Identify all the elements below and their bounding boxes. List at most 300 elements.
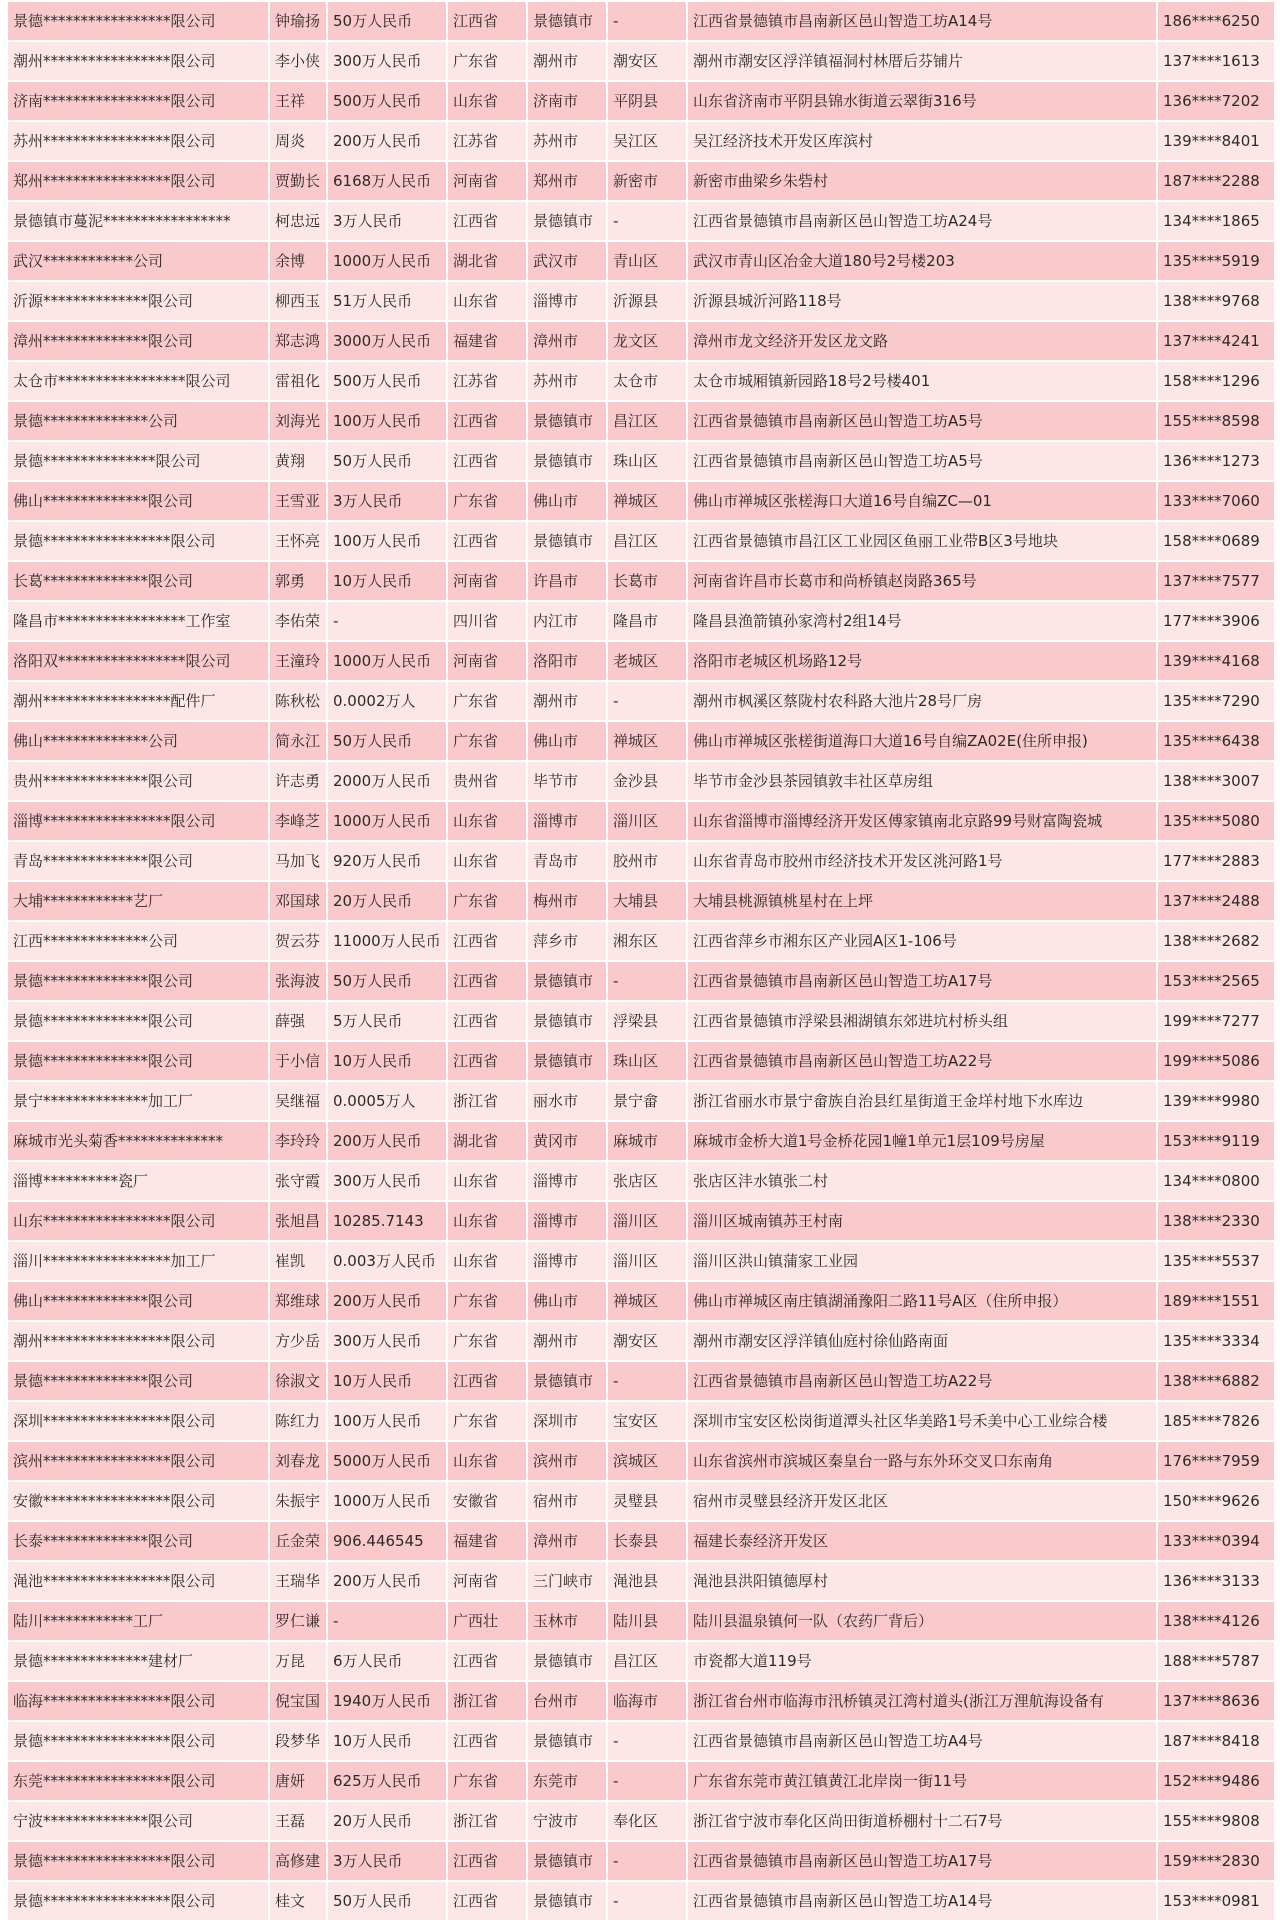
capital-cell: 20万人民币 [327,1801,447,1841]
city-cell: 漳州市 [527,1521,607,1561]
contact-cell: 王潼玲 [269,641,327,681]
contact-cell: 王磊 [269,1801,327,1841]
district-cell: 昌江区 [607,401,687,441]
province-cell: 江西省 [447,1641,527,1681]
district-cell: 沂源县 [607,281,687,321]
city-cell: 丽水市 [527,1081,607,1121]
capital-cell: 5万人民币 [327,1001,447,1041]
address-cell: 佛山市禅城区张槎街道海口大道16号自编ZA02E(住所申报) [687,721,1157,761]
address-cell: 隆昌县渔箭镇孙家湾村2组14号 [687,601,1157,641]
table-row [7,681,1275,721]
company-cell: 景德*****************限公司 [7,1881,269,1921]
district-cell: 胶州市 [607,841,687,881]
capital-cell: 625万人民币 [327,1761,447,1801]
table-row [7,1201,1275,1241]
district-cell: 长泰县 [607,1521,687,1561]
company-cell: 深圳*****************限公司 [7,1401,269,1441]
address-cell: 漳州市龙文经济开发区龙文路 [687,321,1157,361]
city-cell: 潮州市 [527,41,607,81]
capital-cell: 300万人民币 [327,41,447,81]
address-cell: 江西省景德镇市昌南新区邑山智造工坊A14号 [687,1881,1157,1921]
phone-cell: 138****4126 [1157,1601,1275,1641]
capital-cell: 2000万人民币 [327,761,447,801]
address-cell: 江西省景德镇市昌南新区邑山智造工坊A22号 [687,1361,1157,1401]
company-cell: 景德*****************限公司 [7,1,269,41]
phone-cell: 137****1613 [1157,41,1275,81]
province-cell: 江西省 [447,401,527,441]
table-row [7,361,1275,401]
address-cell: 张店区沣水镇张二村 [687,1161,1157,1201]
contact-cell: 马加飞 [269,841,327,881]
capital-cell: 3万人民币 [327,201,447,241]
city-cell: 潮州市 [527,681,607,721]
capital-cell: 10万人民币 [327,1361,447,1401]
address-cell: 潮州市枫溪区蔡陇村农科路大池片28号厂房 [687,681,1157,721]
company-cell: 江西**************公司 [7,921,269,961]
contact-cell: 罗仁谦 [269,1601,327,1641]
province-cell: 江苏省 [447,121,527,161]
address-cell: 江西省景德镇市浮梁县湘湖镇东郊进坑村桥头组 [687,1001,1157,1041]
address-cell: 江西省景德镇市昌南新区邑山智造工坊A22号 [687,1041,1157,1081]
district-cell: 青山区 [607,241,687,281]
district-cell: 金沙县 [607,761,687,801]
district-cell: 浮梁县 [607,1001,687,1041]
province-cell: 广东省 [447,681,527,721]
table-row [7,121,1275,161]
district-cell: 陆川县 [607,1601,687,1641]
province-cell: 广东省 [447,1321,527,1361]
province-cell: 福建省 [447,1521,527,1561]
contact-cell: 李小侠 [269,41,327,81]
city-cell: 景德镇市 [527,441,607,481]
capital-cell: 300万人民币 [327,1321,447,1361]
address-cell: 洛阳市老城区机场路12号 [687,641,1157,681]
table-body [7,1,1275,1921]
capital-cell: 50万人民币 [327,721,447,761]
table-row [7,1,1275,41]
district-cell: 淄川区 [607,1241,687,1281]
table-row [7,961,1275,1001]
table-row [7,1441,1275,1481]
capital-cell: 300万人民币 [327,1161,447,1201]
city-cell: 景德镇市 [527,201,607,241]
phone-cell: 135****5080 [1157,801,1275,841]
company-cell: 渑池*****************限公司 [7,1561,269,1601]
province-cell: 山东省 [447,81,527,121]
district-cell: 禅城区 [607,1281,687,1321]
table-row [7,1161,1275,1201]
table-row [7,81,1275,121]
city-cell: 景德镇市 [527,961,607,1001]
address-cell: 吴江经济技术开发区库滨村 [687,121,1157,161]
district-cell: 老城区 [607,641,687,681]
district-cell: 珠山区 [607,1041,687,1081]
company-cell: 景德**************限公司 [7,1041,269,1081]
table-row [7,1401,1275,1441]
capital-cell: 1000万人民币 [327,801,447,841]
address-cell: 毕节市金沙县茶园镇敦丰社区草房组 [687,761,1157,801]
province-cell: 贵州省 [447,761,527,801]
district-cell: - [607,1841,687,1881]
phone-cell: 158****1296 [1157,361,1275,401]
capital-cell: 200万人民币 [327,1561,447,1601]
address-cell: 太仓市城厢镇新园路18号2号楼401 [687,361,1157,401]
company-cell: 潮州*****************配件厂 [7,681,269,721]
capital-cell: 0.0005万人 [327,1081,447,1121]
capital-cell: 51万人民币 [327,281,447,321]
phone-cell: 158****0689 [1157,521,1275,561]
address-cell: 山东省滨州市滨城区秦皇台一路与东外环交叉口东南角 [687,1441,1157,1481]
company-cell: 景德*****************限公司 [7,521,269,561]
district-cell: 太仓市 [607,361,687,401]
province-cell: 江西省 [447,1001,527,1041]
contact-cell: 雷祖化 [269,361,327,401]
contact-cell: 王怀亮 [269,521,327,561]
phone-cell: 177****3906 [1157,601,1275,641]
contact-cell: 崔凯 [269,1241,327,1281]
table-row [7,881,1275,921]
table-row [7,161,1275,201]
city-cell: 淄博市 [527,1241,607,1281]
contact-cell: 李峰芝 [269,801,327,841]
district-cell: 长葛市 [607,561,687,601]
capital-cell: - [327,601,447,641]
address-cell: 潮州市潮安区浮洋镇福洞村林厝后芬铺片 [687,41,1157,81]
company-cell: 宁波**************限公司 [7,1801,269,1841]
city-cell: 淄博市 [527,1161,607,1201]
company-cell: 郑州*****************限公司 [7,161,269,201]
contact-cell: 薛强 [269,1001,327,1041]
phone-cell: 187****2288 [1157,161,1275,201]
company-cell: 陆川************工厂 [7,1601,269,1641]
capital-cell: 1000万人民币 [327,1481,447,1521]
company-cell: 潮州*****************限公司 [7,41,269,81]
province-cell: 江西省 [447,441,527,481]
company-cell: 景德**************限公司 [7,1001,269,1041]
table-row [7,721,1275,761]
district-cell: 景宁畲 [607,1081,687,1121]
company-cell: 贵州**************限公司 [7,761,269,801]
phone-cell: 135****6438 [1157,721,1275,761]
address-cell: 浙江省丽水市景宁畲族自治县红星街道王金垟村地下水库边 [687,1081,1157,1121]
phone-cell: 155****8598 [1157,401,1275,441]
table-row [7,1521,1275,1561]
province-cell: 山东省 [447,1161,527,1201]
address-cell: 渑池县洪阳镇德厚村 [687,1561,1157,1601]
company-cell: 麻城市光头菊香************** [7,1121,269,1161]
address-cell: 佛山市禅城区南庄镇湖涌豫阳二路11号A区（住所申报） [687,1281,1157,1321]
company-cell: 景德**************建材厂 [7,1641,269,1681]
company-table [6,0,1276,1922]
phone-cell: 136****7202 [1157,81,1275,121]
province-cell: 广东省 [447,721,527,761]
address-cell: 浙江省台州市临海市汛桥镇灵江湾村道头(浙江万浬航海设备有 [687,1681,1157,1721]
province-cell: 江西省 [447,921,527,961]
capital-cell: 10万人民币 [327,1721,447,1761]
contact-cell: 余博 [269,241,327,281]
company-cell: 洛阳双*****************限公司 [7,641,269,681]
phone-cell: 153****2565 [1157,961,1275,1001]
table-row [7,561,1275,601]
address-cell: 河南省许昌市长葛市和尚桥镇赵岗路365号 [687,561,1157,601]
phone-cell: 133****7060 [1157,481,1275,521]
province-cell: 江西省 [447,1881,527,1921]
city-cell: 毕节市 [527,761,607,801]
district-cell: - [607,681,687,721]
contact-cell: 陈秋松 [269,681,327,721]
capital-cell: - [327,1601,447,1641]
district-cell: 湘东区 [607,921,687,961]
city-cell: 漳州市 [527,321,607,361]
company-cell: 武汉************公司 [7,241,269,281]
phone-cell: 199****5086 [1157,1041,1275,1081]
table-row [7,1281,1275,1321]
address-cell: 麻城市金桥大道1号金桥花园1幢1单元1层109号房屋 [687,1121,1157,1161]
city-cell: 景德镇市 [527,401,607,441]
province-cell: 山东省 [447,1241,527,1281]
province-cell: 江西省 [447,521,527,561]
contact-cell: 于小信 [269,1041,327,1081]
province-cell: 江西省 [447,1041,527,1081]
capital-cell: 50万人民币 [327,1,447,41]
province-cell: 广西壮 [447,1601,527,1641]
province-cell: 河南省 [447,561,527,601]
city-cell: 黄冈市 [527,1121,607,1161]
city-cell: 苏州市 [527,121,607,161]
city-cell: 梅州市 [527,881,607,921]
company-cell: 漳州**************限公司 [7,321,269,361]
table-row [7,1881,1275,1921]
district-cell: 珠山区 [607,441,687,481]
city-cell: 三门峡市 [527,1561,607,1601]
capital-cell: 10万人民币 [327,561,447,601]
capital-cell: 1000万人民币 [327,641,447,681]
district-cell: 潮安区 [607,1321,687,1361]
phone-cell: 136****3133 [1157,1561,1275,1601]
company-cell: 景德***************限公司 [7,441,269,481]
company-cell: 长泰**************限公司 [7,1521,269,1561]
contact-cell: 王瑞华 [269,1561,327,1601]
address-cell: 沂源县城沂河路118号 [687,281,1157,321]
city-cell: 佛山市 [527,1281,607,1321]
district-cell: 新密市 [607,161,687,201]
district-cell: 淄川区 [607,1201,687,1241]
district-cell: 宝安区 [607,1401,687,1441]
province-cell: 广东省 [447,1761,527,1801]
capital-cell: 0.0002万人 [327,681,447,721]
company-cell: 景德**************限公司 [7,961,269,1001]
city-cell: 景德镇市 [527,1841,607,1881]
district-cell: 潮安区 [607,41,687,81]
capital-cell: 50万人民币 [327,1881,447,1921]
contact-cell: 郑志鸿 [269,321,327,361]
capital-cell: 100万人民币 [327,1401,447,1441]
district-cell: 禅城区 [607,481,687,521]
phone-cell: 135****3334 [1157,1321,1275,1361]
capital-cell: 500万人民币 [327,361,447,401]
phone-cell: 135****5537 [1157,1241,1275,1281]
phone-cell: 185****7826 [1157,1401,1275,1441]
contact-cell: 王祥 [269,81,327,121]
phone-cell: 186****6250 [1157,1,1275,41]
city-cell: 潮州市 [527,1321,607,1361]
capital-cell: 1000万人民币 [327,241,447,281]
city-cell: 东莞市 [527,1761,607,1801]
contact-cell: 高修建 [269,1841,327,1881]
city-cell: 洛阳市 [527,641,607,681]
contact-cell: 丘金荣 [269,1521,327,1561]
address-cell: 江西省景德镇市昌南新区邑山智造工坊A4号 [687,1721,1157,1761]
city-cell: 滨州市 [527,1441,607,1481]
city-cell: 景德镇市 [527,1361,607,1401]
city-cell: 宿州市 [527,1481,607,1521]
company-cell: 景德**************限公司 [7,1361,269,1401]
capital-cell: 50万人民币 [327,441,447,481]
province-cell: 湖北省 [447,1121,527,1161]
phone-cell: 139****8401 [1157,121,1275,161]
company-cell: 佛山**************公司 [7,721,269,761]
phone-cell: 150****9626 [1157,1481,1275,1521]
table-row [7,281,1275,321]
capital-cell: 920万人民币 [327,841,447,881]
district-cell: 渑池县 [607,1561,687,1601]
contact-cell: 万昆 [269,1641,327,1681]
contact-cell: 张守霞 [269,1161,327,1201]
province-cell: 浙江省 [447,1801,527,1841]
table-row [7,761,1275,801]
district-cell: 麻城市 [607,1121,687,1161]
contact-cell: 张海波 [269,961,327,1001]
province-cell: 山东省 [447,281,527,321]
district-cell: - [607,1361,687,1401]
capital-cell: 50万人民币 [327,961,447,1001]
province-cell: 江西省 [447,1721,527,1761]
address-cell: 福建长泰经济开发区 [687,1521,1157,1561]
capital-cell: 10万人民币 [327,1041,447,1081]
address-cell: 广东省东莞市黄江镇黄江北岸岗一街11号 [687,1761,1157,1801]
contact-cell: 邓国球 [269,881,327,921]
address-cell: 大埔县桃源镇桃星村在上坪 [687,881,1157,921]
district-cell: 大埔县 [607,881,687,921]
table-row [7,241,1275,281]
contact-cell: 周炎 [269,121,327,161]
company-cell: 佛山**************限公司 [7,481,269,521]
address-cell: 江西省景德镇市昌南新区邑山智造工坊A24号 [687,201,1157,241]
district-cell: 昌江区 [607,521,687,561]
district-cell: - [607,201,687,241]
table-row [7,1041,1275,1081]
address-cell: 宿州市灵璧县经济开发区北区 [687,1481,1157,1521]
capital-cell: 100万人民币 [327,401,447,441]
contact-cell: 陈红力 [269,1401,327,1441]
province-cell: 河南省 [447,161,527,201]
city-cell: 淄博市 [527,281,607,321]
phone-cell: 137****7577 [1157,561,1275,601]
phone-cell: 138****3007 [1157,761,1275,801]
phone-cell: 137****4241 [1157,321,1275,361]
company-cell: 淄博*****************限公司 [7,801,269,841]
contact-cell: 郭勇 [269,561,327,601]
address-cell: 淄川区洪山镇蒲家工业园 [687,1241,1157,1281]
capital-cell: 3万人民币 [327,481,447,521]
contact-cell: 刘海光 [269,401,327,441]
district-cell: 奉化区 [607,1801,687,1841]
contact-cell: 倪宝国 [269,1681,327,1721]
company-cell: 临海*****************限公司 [7,1681,269,1721]
address-cell: 山东省青岛市胶州市经济技术开发区洮河路1号 [687,841,1157,881]
city-cell: 景德镇市 [527,1,607,41]
table-row [7,1361,1275,1401]
address-cell: 江西省景德镇市昌江区工业园区鱼丽工业带B区3号地块 [687,521,1157,561]
province-cell: 福建省 [447,321,527,361]
city-cell: 宁波市 [527,1801,607,1841]
phone-cell: 153****0981 [1157,1881,1275,1921]
company-cell: 太仓市*****************限公司 [7,361,269,401]
company-cell: 大埔************艺厂 [7,881,269,921]
table-row [7,1321,1275,1361]
city-cell: 景德镇市 [527,1641,607,1681]
phone-cell: 137****2488 [1157,881,1275,921]
address-cell: 江西省景德镇市昌南新区邑山智造工坊A14号 [687,1,1157,41]
district-cell: 灵璧县 [607,1481,687,1521]
province-cell: 江西省 [447,1841,527,1881]
capital-cell: 200万人民币 [327,1121,447,1161]
capital-cell: 3000万人民币 [327,321,447,361]
province-cell: 江西省 [447,201,527,241]
district-cell: 禅城区 [607,721,687,761]
table-row [7,921,1275,961]
contact-cell: 李玲玲 [269,1121,327,1161]
province-cell: 广东省 [447,881,527,921]
city-cell: 玉林市 [527,1601,607,1641]
city-cell: 台州市 [527,1681,607,1721]
capital-cell: 100万人民币 [327,521,447,561]
capital-cell: 6168万人民币 [327,161,447,201]
phone-cell: 136****1273 [1157,441,1275,481]
province-cell: 浙江省 [447,1081,527,1121]
address-cell: 江西省景德镇市昌南新区邑山智造工坊A5号 [687,401,1157,441]
address-cell: 深圳市宝安区松岗街道潭头社区华美路1号禾美中心工业综合楼 [687,1401,1157,1441]
table-row [7,1561,1275,1601]
province-cell: 江苏省 [447,361,527,401]
district-cell: 吴江区 [607,121,687,161]
phone-cell: 153****9119 [1157,1121,1275,1161]
address-cell: 新密市曲梁乡朱砦村 [687,161,1157,201]
capital-cell: 10285.7143 [327,1201,447,1241]
contact-cell: 简永江 [269,721,327,761]
district-cell: 龙文区 [607,321,687,361]
phone-cell: 138****2330 [1157,1201,1275,1241]
contact-cell: 吴继福 [269,1081,327,1121]
company-cell: 山东*****************限公司 [7,1201,269,1241]
contact-cell: 王雪亚 [269,481,327,521]
district-cell: 滨城区 [607,1441,687,1481]
city-cell: 青岛市 [527,841,607,881]
city-cell: 内江市 [527,601,607,641]
table-row [7,401,1275,441]
company-cell: 景德**************公司 [7,401,269,441]
phone-cell: 159****2830 [1157,1841,1275,1881]
district-cell: 淄川区 [607,801,687,841]
address-cell: 市瓷都大道119号 [687,1641,1157,1681]
contact-cell: 郑维球 [269,1281,327,1321]
capital-cell: 1940万人民币 [327,1681,447,1721]
contact-cell: 方少岳 [269,1321,327,1361]
city-cell: 景德镇市 [527,521,607,561]
district-cell: 张店区 [607,1161,687,1201]
table-row [7,1641,1275,1681]
province-cell: 江西省 [447,1361,527,1401]
